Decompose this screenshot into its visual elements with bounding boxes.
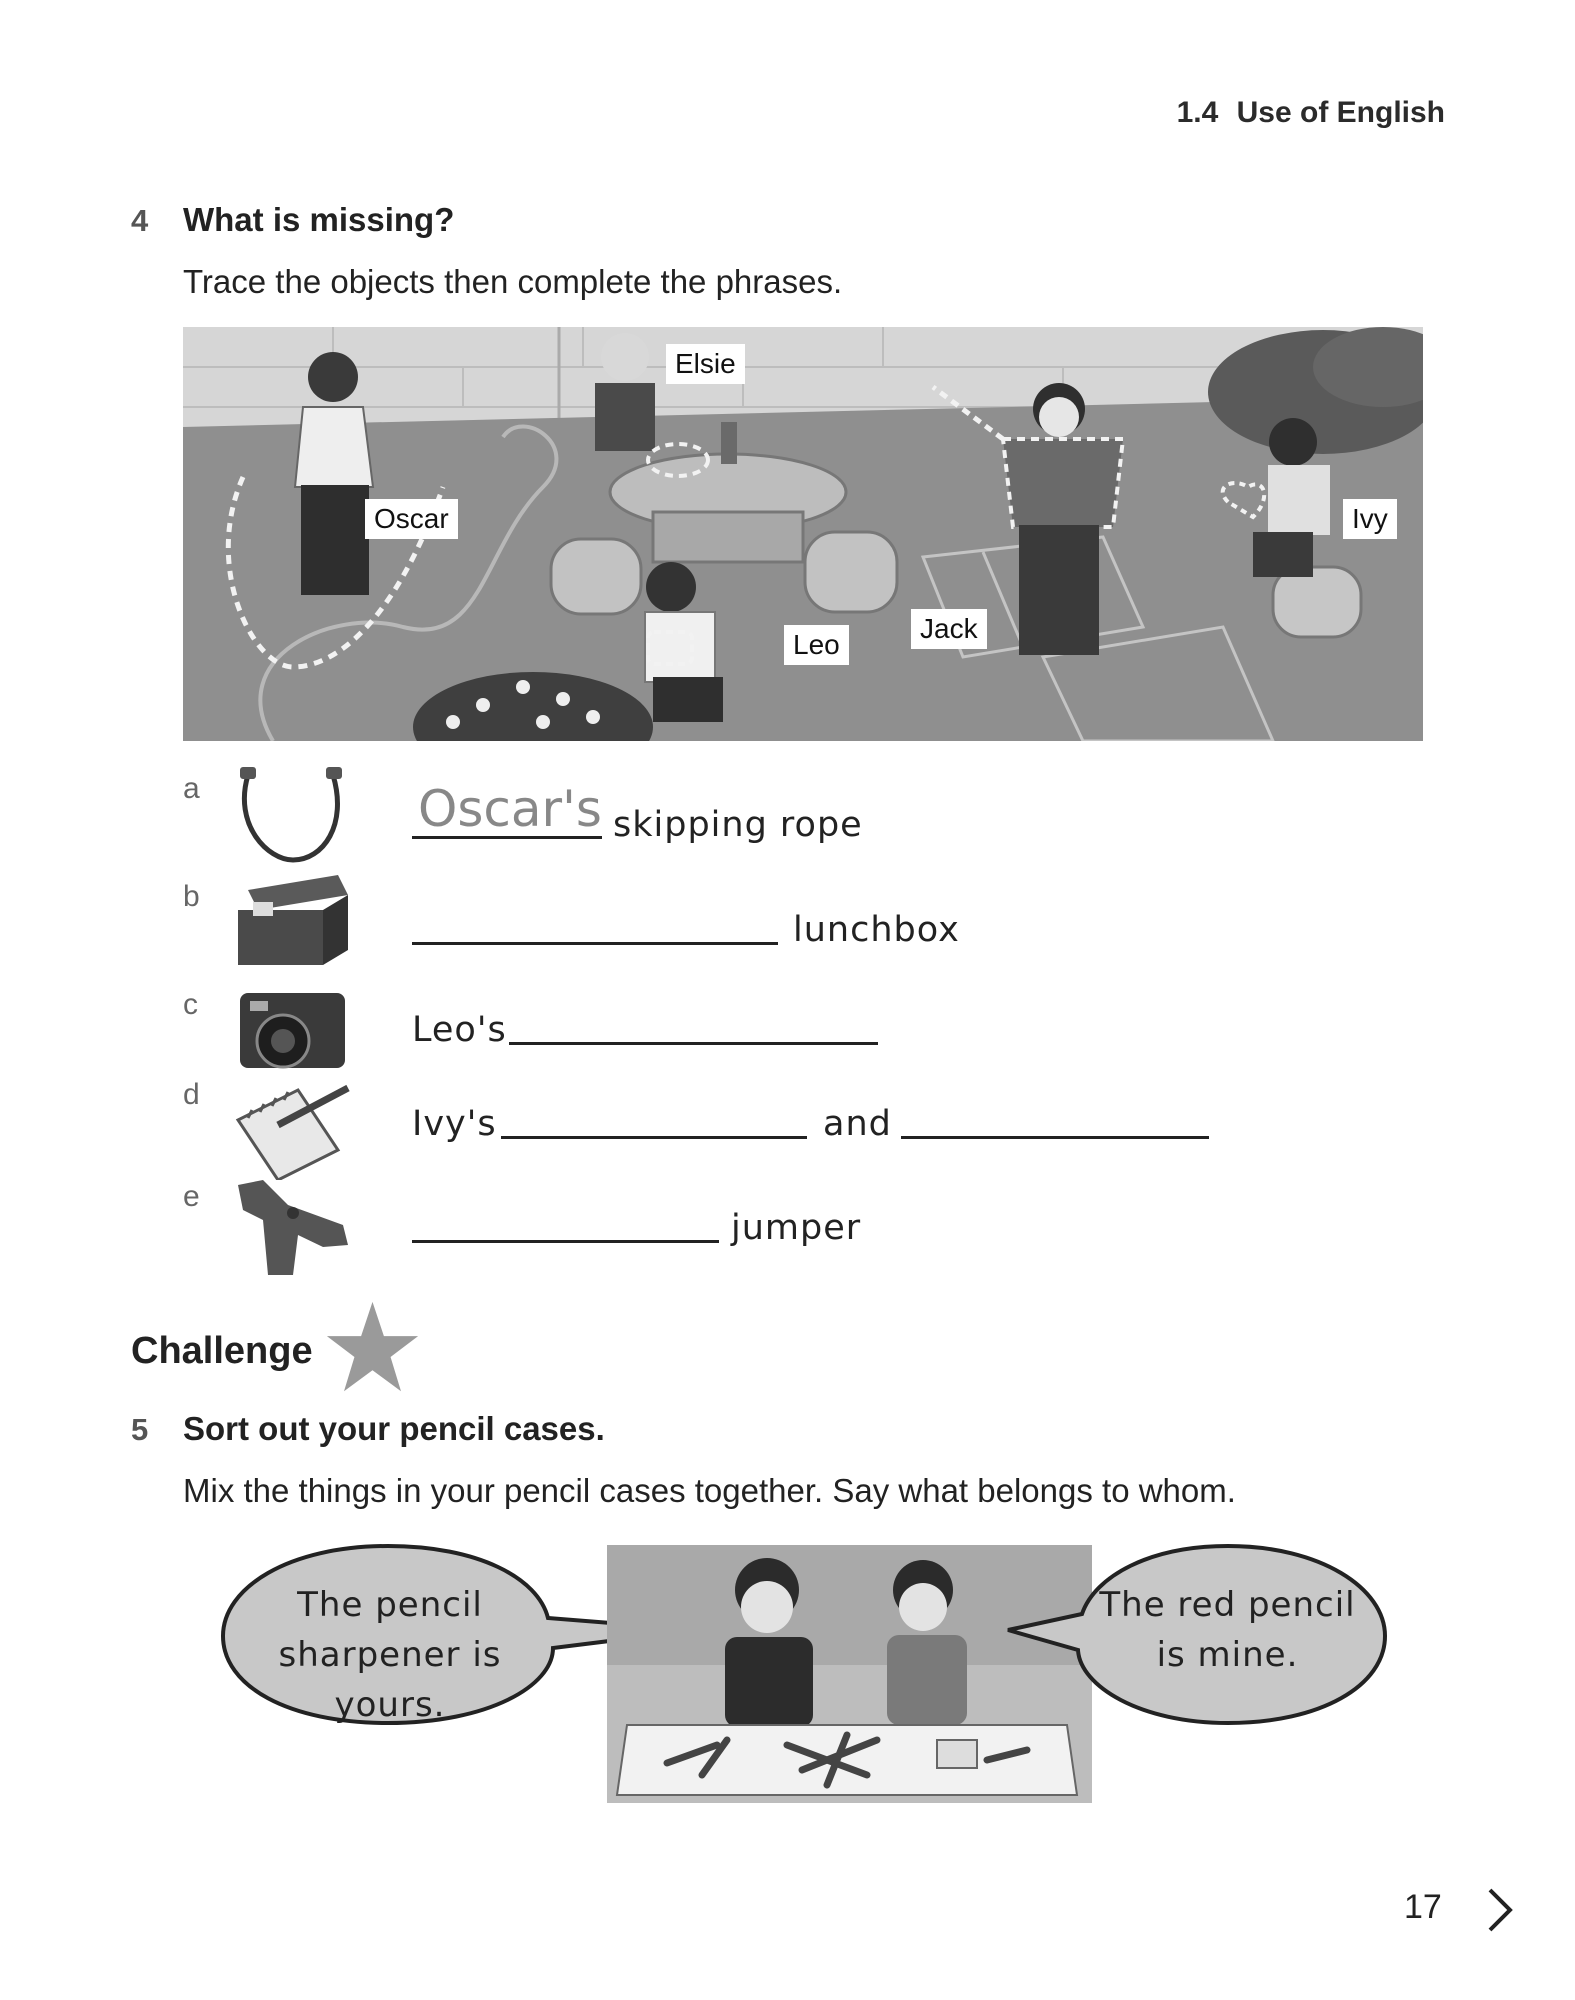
item-d-connector: and: [823, 1104, 892, 1144]
item-d-phrase: Ivy's: [412, 1104, 497, 1144]
bubble-right-line-1: The red pencil: [1099, 1585, 1356, 1625]
question-5-title: Sort out your pencil cases.: [183, 1410, 605, 1447]
camera-icon: [228, 983, 358, 1083]
section-header: [1177, 96, 1445, 130]
challenge-heading: Challenge: [131, 1330, 313, 1372]
question-4-instruction: Trace the objects then complete the phrases.: [183, 263, 843, 300]
question-4-title: What is missing?: [183, 201, 455, 238]
jumper-icon: [228, 1175, 358, 1275]
item-a-answer-line[interactable]: [412, 836, 602, 839]
item-c-letter: c: [183, 988, 198, 1021]
item-b-phrase: lunchbox: [793, 910, 960, 950]
label-ivy: Ivy: [1343, 499, 1397, 539]
item-b-answer-line[interactable]: [412, 942, 778, 945]
bubble-left-text: [240, 1580, 540, 1730]
item-c-answer-line[interactable]: [509, 1042, 878, 1045]
section-title: Use of English: [1236, 96, 1445, 129]
item-a-example-answer: Oscar's: [418, 780, 602, 838]
label-oscar: Oscar: [365, 499, 458, 539]
skipping-rope-icon: [228, 765, 358, 865]
section-number: 1.4: [1176, 96, 1219, 129]
item-d-answer-line-2[interactable]: [901, 1136, 1209, 1139]
playground-illustration: [183, 327, 1423, 741]
bubble-left-line-1: The pencil: [297, 1585, 483, 1625]
item-d-letter: d: [183, 1078, 200, 1111]
item-b-letter: b: [183, 880, 200, 913]
item-e-letter: e: [183, 1180, 200, 1213]
lunchbox-icon: [228, 870, 358, 970]
label-elsie: Elsie: [666, 344, 745, 384]
star-icon: [325, 1300, 420, 1395]
notepad-pen-icon: [228, 1080, 358, 1180]
question-5-instruction: Mix the things in your pencil cases together. Say what belongs to whom.: [183, 1472, 1236, 1509]
item-e-answer-line[interactable]: [412, 1240, 719, 1243]
chevron-right-icon[interactable]: [1485, 1885, 1515, 1935]
bubble-right-text: [1090, 1580, 1365, 1680]
item-c-phrase: Leo's: [412, 1010, 507, 1050]
item-a-letter: a: [183, 772, 200, 805]
question-4-number: 4: [131, 203, 149, 238]
label-leo: Leo: [784, 625, 849, 665]
item-e-phrase: jumper: [731, 1208, 862, 1248]
bubble-left-line-2: sharpener is yours.: [278, 1635, 502, 1725]
label-jack: Jack: [911, 609, 987, 649]
item-a-phrase: skipping rope: [613, 805, 863, 845]
page-number: 17: [1404, 1888, 1442, 1926]
question-5-number: 5: [131, 1412, 149, 1447]
bubble-right-line-2: is mine.: [1156, 1635, 1299, 1675]
item-d-answer-line-1[interactable]: [501, 1136, 807, 1139]
